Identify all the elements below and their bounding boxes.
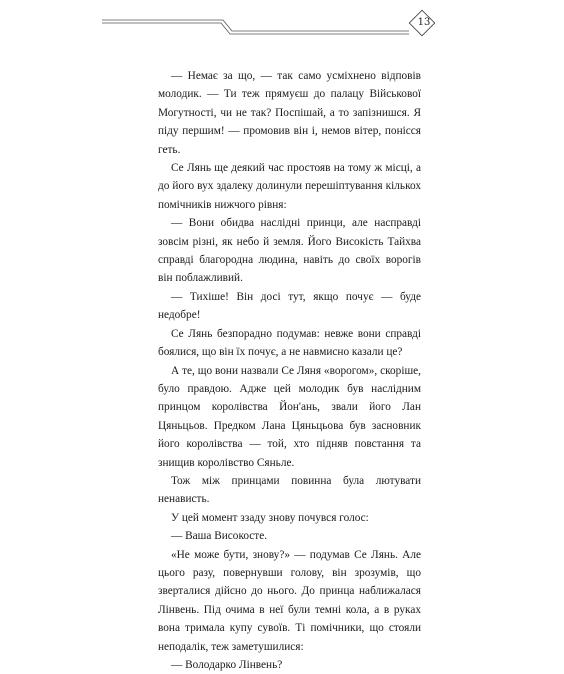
paragraph: Се Лянь безпорадно подумав: невже вони справді боялися, що він їх почує, а не навмисно казали це?: [158, 327, 421, 359]
paragraph: — Володарко Лінвень?: [171, 659, 283, 671]
paragraph: «Не може бути, знову?» — подумав Се Лянь. Але цього разу, повернувши голову, він зрозумів, що зверталися дійсно до нього. До принца наближалася Лінвень. Під очима в неї були темні кола, а в руках вона тримала купу сувоїв. Ті помічники, що стояли неподалік, теж заметушилися:: [158, 548, 421, 653]
paragraph: — Тихіше! Він досі тут, якщо почує — буде недобре!: [158, 290, 421, 322]
page-number: 13: [417, 17, 431, 28]
paragraph: — Немає за що, — так само усміхнено відповів молодик. — Ти теж прямуєш до палацу Військової Могутності, чи не так? Поспішай, а то запізнишся. Я піду першим! — промовив він і, немов вітер, понісся геть.: [158, 70, 421, 156]
paragraph: — Вони обидва наслідні принци, але насправді зовсім різні, як небо й земля. Його Високість Тайхва справді благородна людина, навіть до своїх ворогів він поблажливий.: [158, 217, 421, 285]
page-header: [0, 0, 564, 50]
paragraph: У цей момент ззаду знову почувся голос:: [171, 511, 369, 524]
paragraph: — Ваша Високосте.: [171, 530, 268, 543]
header-ornament: [0, 0, 564, 50]
paragraph: Тож між принцами повинна була лютувати ненависть.: [158, 474, 421, 506]
paragraph: А те, що вони назвали Се Ляня «ворогом», скоріше, було правдою. Адже цей молодик був наслідним принцом королівства Йон'ань, звали його Лан Цяньцьов. Предком Лана Цяньцьова був засновник його королівства — той, хто підняв повстання та знищив королівство Сяньле.: [158, 364, 421, 469]
paragraph: Се Лянь ще деякий час простояв на тому ж місці, а до його вух здалеку долинули перешіптування кількох помічників нижчого рівня:: [158, 162, 421, 211]
body-text: [158, 67, 421, 674]
